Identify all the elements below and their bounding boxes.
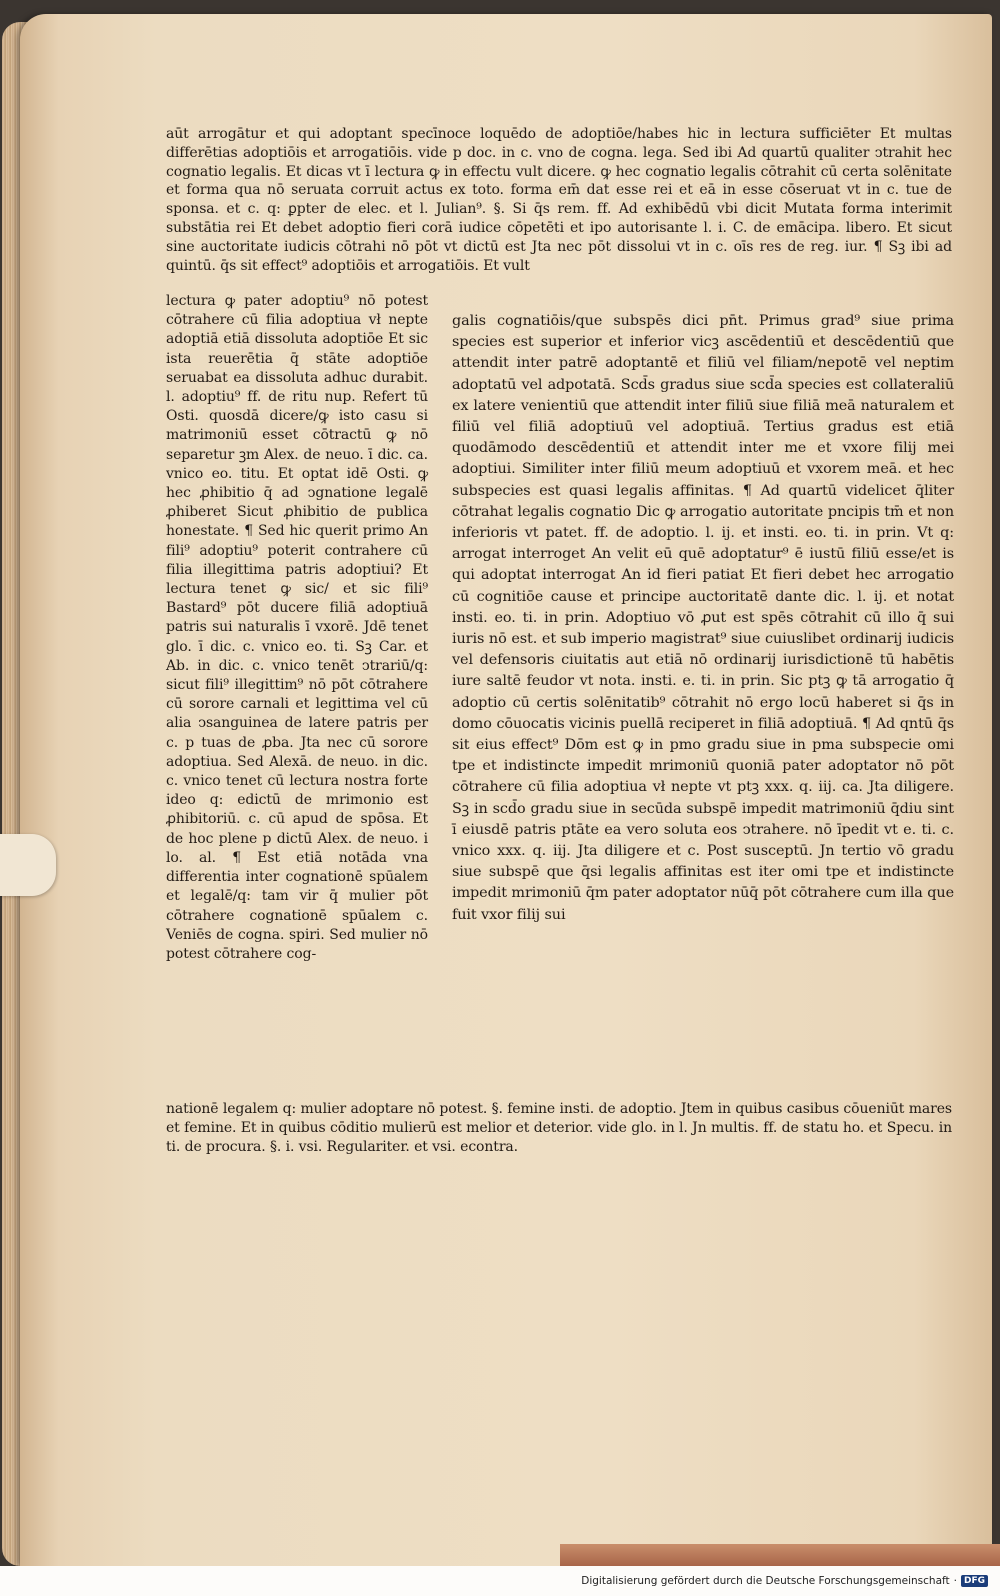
dfg-logo: DFG [961, 1575, 988, 1587]
footer-credit: Digitalisierung gefördert durch die Deutsche Forschungsgemeinschaft · DFG [581, 1572, 988, 1590]
top-text-block: aūt arrogātur et qui adoptant specīnoce loquēdo de adoptiōe/habes hic in lectura sufficiēter Et multas differētias adoptiōis et arrogatiōis. vide p doc. in c. vno de cogna. lega. Sed ibi Ad quartū qualiter ↄtrahit hec cognatio legalis. Et dicas vt ī lectura ꝙ in effectu vult dicere. ꝙ hec cognatio legalis cōtrahit cū certa solēnitate et forma qua nō seruata corruit actus ex toto. forma em̄ dat esse rei et eā in esse cōseruat vt in c. tue de sponsa. et c. q: ꝑpter de elec. et l. Julian⁹. §. Si q̄s rem. ff. Ad exhibēdū vbi dicit Mutata forma interimit substātia rei Et debet adoptio fieri corā iudice cōpetēti et ipo autorisante l. i. C. de emācipa. libero. Et sicut sine auctoritate iudicis cōtrahi nō pōt vt dictū est Jta nec pōt dissolui vt in c. oīs res de reg. iur. ¶ Sꝫ ibi ad quintū. q̄s sit effect⁹ adoptiōis et arrogatiōis. Et vult [166, 126, 952, 274]
bottom-text-block: nationē legalem q: mulier adoptare nō potest. §. femine insti. de adoptio. Jtem in quibus casibus cōueniūt mares et femine. Et in quibus cōditio mulierū est melior et deterior. vide glo. in l. Jn multis. ff. de statu ho. et Specu. in ti. de procura. §. i. vsi. Regulariter. et vsi. econtra. [166, 1101, 952, 1156]
bookmark-tab [0, 834, 56, 896]
right-column-text: galis cognatiōis/que subspēs dici pn̄t. Primus grad⁹ siue prima species est superior et inferior vicꝫ ascēdentiū et descēdentiū que attendit inter patrē adoptantē et filiū vel filiam/nepotē vel neptim adoptatū vel adpotatā. Scd̄s gradus siue scd̄a species est collateraliū ex latere venientiū que attendit inter filiū siue filiā meā naturalem et filiū vel filiā adoptiuū vel adoptiuā. Tertius gradus est etiā quodāmodo descēdentiū et attendit inter me et vxore filij mei adoptiui. Similiter inter filiū meum adoptiuū et vxorem meā. et hec subspecies est quasi legalis affinitas. ¶ Ad quartū videlicet q̄liter cōtrahat legalis cognatio Dic ꝙ arrogatio autoritate pncipis tm̄ et non inferioris vt patet. ff. de adoptio. l. ij. et insti. eo. ti. in prin. Vt q: arrogat interroget An velit eū quē adoptatur⁹ ē iustū filiū esse/et is qui adoptat interrogat An id fieri patiat Et fieri debet hec arrogatio cū cognitiōe cause et principe auctoritatē dante dic. l. ij. et notat insti. eo. ti. in prin. Adoptiuo vō ꝓut est spēs cōtrahit cū illo q̄ sui iuris nō est. et sub imperio magistrat⁹ siue cuiuslibet ordinarij iudicis vel defensoris ciuitatis aut etiā nō ordinarij iurisdictionē tū habētis iure saltē feudor vt nota. insti. e. ti. in prin. Sic ptꝫ ꝙ tā arrogatio q̄ adoptio cū certis solēnitatib⁹ cōtrahit nō ergo locū haberet si q̄s in domo cōuocatis vicinis puellā reciperet in filiā adoptiuā. ¶ Ad qntū q̄s sit eius effect⁹ Dōm est ꝙ in pmo gradu siue in pma subspecie omi tpe et indistincte impedit mrimoniū quoniā pater adoptator nō pōt cōtrahere cū filia adoptiua vł nepte vt ptꝫ xxx. q. iij. ca. Jta diligere. Sꝫ in scd̄o gradu siue in secūda subspē impedit matrimoniū q̄diu sint ī eiusdē patris ptāte ea vero soluta eos ↄtrahere. nō īpedit vt e. ti. c. vnico xxx. q. iij. Jta diligere et c. Post susceptū. Jn tertio vō gradu siue subspē que q̄si legalis affinitas est iter omi tpe et indistincte impedit mrimoniū q̄m pater adoptator nūq̄ pōt cōtrahere cum illa que fuit vxor filij sui [452, 313, 954, 923]
left-column-text: lectura ꝙ pater adoptiu⁹ nō potest cōtrahere cū filia adoptiua vł nepte adoptiā etiā dissoluta adoptiōe Et sic ista reuerētia q̄ stāte adoptiōe seruabat ea dissoluta adhuc durabit. l. adoptiu⁹ ff. de ritu nup. Refert tū Osti. quosdā dicere/ꝙ isto casu si matrimoniū esset cōtractū ꝙ nō separetur ꝫm Alex. de neuo. ī dic. ca. vnico eo. titu. Et optat idē Osti. ꝙ hec ꝓhibitio q̄ ad ↄgnatione legalē ꝓhiberet Sicut ꝓhibitio de publica honestate. ¶ Sed hic querit primo An fili⁹ adoptiu⁹ poterit contrahere cū filia illegittima patris adoptiui? Et lectura tenet ꝙ sic/ et sic fili⁹ Bastard⁹ pōt ducere filiā adoptiuā patris sui naturalis ī vxorē. Jdē tenet glo. ī dic. c. vnico eo. ti. Sꝫ Car. et Ab. in dic. c. vnico tenēt ↄtrariū/q: sicut fili⁹ illegittim⁹ nō pōt cōtrahere cū sorore carnali et legittima vel cū alia ↄsanguinea de latere patris per c. p tuas de ꝓba. Jta nec cū sorore adoptiua. Sed Alexā. de neuo. in dic. c. vnico tenet cū lectura nostra forte ideo q: edictū de mrimonio est ꝓhibitoriū. c. cū apud de spōsa. Et de hoc plene p dictū Alex. de neuo. i lo. al. ¶ Est etiā notāda vna differentia inter cognationē spūalem et legalē/q: tam vir q̄ mulier pōt cōtrahere cognationē spūalem c. Veniēs de cogna. spiri. Sed mulier nō potest cōtrahere cog- [166, 293, 428, 962]
credit-text: Digitalisierung gefördert durch die Deutsche Forschungsgemeinschaft [581, 1575, 950, 1587]
binding-strip [560, 1544, 1000, 1566]
